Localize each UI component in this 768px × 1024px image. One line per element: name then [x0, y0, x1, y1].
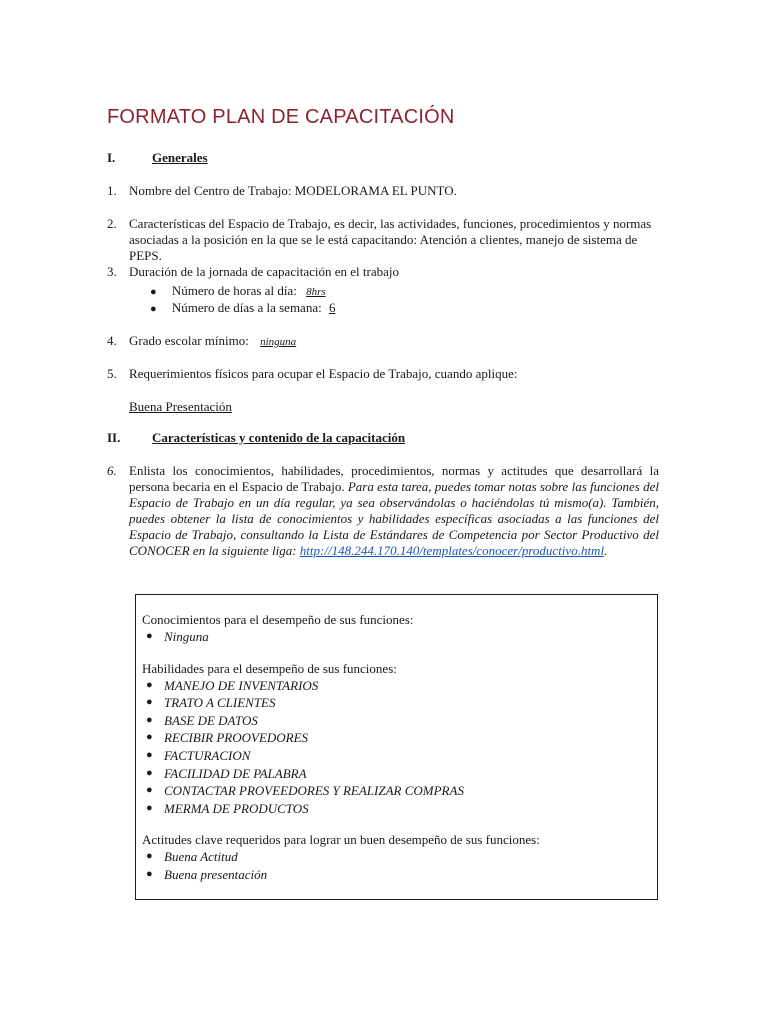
grade-label: Grado escolar mínimo:	[129, 333, 249, 348]
list-item: ● FACILIDAD DE PALABRA	[146, 765, 307, 781]
knowledge-list	[142, 628, 647, 646]
list-item: ● RECIBIR PROOVEDORES	[146, 730, 309, 746]
item-1-text: Nombre del Centro de Trabajo: MODELORAMA EL PUNTO.	[129, 183, 457, 198]
item-1-number: 1.	[107, 183, 117, 198]
bullet-icon: ●	[146, 867, 153, 880]
attitudes-heading: Actitudes clave requeridos para lograr un buen desempeño de sus funciones:	[142, 832, 540, 848]
item-3-number: 3.	[107, 264, 117, 279]
bullet-icon: ●	[146, 731, 153, 744]
item-4-number: 4.	[107, 333, 117, 348]
bullet-icon: ●	[150, 303, 157, 315]
capacitation-content-box	[135, 594, 658, 900]
item-3-bullet-days	[150, 300, 335, 317]
item-2-number: 2.	[107, 216, 117, 231]
section-2-number: II.	[107, 430, 121, 445]
item-2-text: Características del Espacio de Trabajo, es decir, las actividades, funciones, procedimientos y normas asociadas a la posición en la que se le está capacitando: Atención a clientes, manejo de sistema de PEPS.	[129, 216, 652, 263]
bullet-icon: ●	[146, 766, 153, 779]
hours-value: 8hrs	[306, 286, 326, 298]
list-item: ● TRATO A CLIENTES	[146, 695, 276, 711]
item-5-number: 5.	[107, 366, 117, 381]
bullet-icon: ●	[146, 713, 153, 726]
bullet-icon: ●	[146, 784, 153, 797]
item-5-answer: Buena Presentación	[129, 399, 232, 414]
page-title: FORMATO PLAN DE CAPACITACIÓN	[107, 106, 455, 128]
list-item: ● Buena Actitud	[146, 849, 238, 865]
section-1-title: Generales	[152, 150, 208, 165]
item-3-text: Duración de la jornada de capacitación en el trabajo	[129, 264, 399, 279]
bullet-icon: ●	[146, 696, 153, 709]
item-6-number: 6.	[107, 463, 117, 478]
list-item: ● CONTACTAR PROVEEDORES Y REALIZAR COMPRAS	[146, 783, 464, 799]
list-item: ● MANEJO DE INVENTARIOS	[146, 677, 319, 693]
conocer-link[interactable]: http://148.244.170.140/templates/conocer/productivo.html	[299, 543, 605, 558]
bullet-icon: ●	[146, 748, 153, 761]
list-item: ● MERMA DE PRODUCTOS	[146, 800, 309, 816]
grade-value: ninguna	[260, 336, 297, 348]
attitudes-list	[142, 848, 647, 883]
knowledge-heading: Conocimientos para el desempeño de sus funciones:	[142, 612, 414, 627]
list-item: ● Buena presentación	[146, 866, 268, 882]
bullet-icon: ●	[150, 286, 157, 298]
item-4-row	[129, 333, 306, 350]
item-3-bullet-hours	[150, 283, 326, 300]
list-item: ● BASE DE DATOS	[146, 712, 258, 728]
bullet-icon: ●	[146, 678, 153, 691]
item-6-guidance: Para esta tarea, puedes tomar notas sobre las funciones del Espacio de Trabajo en un día regular, ya sea observándolas o haciéndolas tú mismo(a). También, puedes obtener la lista de conocimientos y habilidades específicas asociadas a las funciones del Espacio de Trabajo, consultando la Lista de Estándares de Competencia por Sector Productivo del CONOCER en la siguiente liga:	[129, 479, 659, 558]
item-5-text: Requerimientos físicos para ocupar el Espacio de Trabajo, cuando aplique:	[129, 366, 518, 381]
list-item: ● Ninguna	[146, 629, 209, 644]
section-1-number: I.	[107, 150, 116, 165]
skills-heading: Habilidades para el desempeño de sus funciones:	[142, 660, 397, 676]
bullet-icon: ●	[146, 850, 153, 863]
skills-list	[142, 677, 647, 818]
item-6-instruction: Enlista los conocimientos, habilidades, procedimientos, normas y actitudes que desarrollará la persona becaria en el Espacio de Trabajo.	[129, 463, 659, 494]
bullet-icon: ●	[146, 630, 153, 642]
list-item: ● FACTURACION	[146, 747, 251, 763]
hours-label: Número de horas al día:	[171, 283, 297, 298]
section-2-title: Características y contenido de la capacitación	[152, 430, 406, 445]
days-value: 6	[328, 300, 336, 315]
days-label: Número de días a la semana:	[171, 300, 322, 315]
item-6-text: Enlista los conocimientos, habilidades, procedimientos, normas y actitudes que desarrollará la persona becaria en el Espacio de Trabajo. Para esta tarea, puedes tomar notas sobre las funciones del Espacio de Trabajo en un día regular, ya sea observándolas o haciéndolas tú mismo(a). También, puedes obtener la lista de conocimientos y habilidades específicas asociadas a las funciones del Espacio de Trabajo, consultando la Lista de Estándares de Competencia por Sector Productivo del CONOCER en la siguiente liga: http://148.244.170.140/templates/conocer/productivo.html.	[129, 463, 659, 558]
bullet-icon: ●	[146, 801, 153, 814]
